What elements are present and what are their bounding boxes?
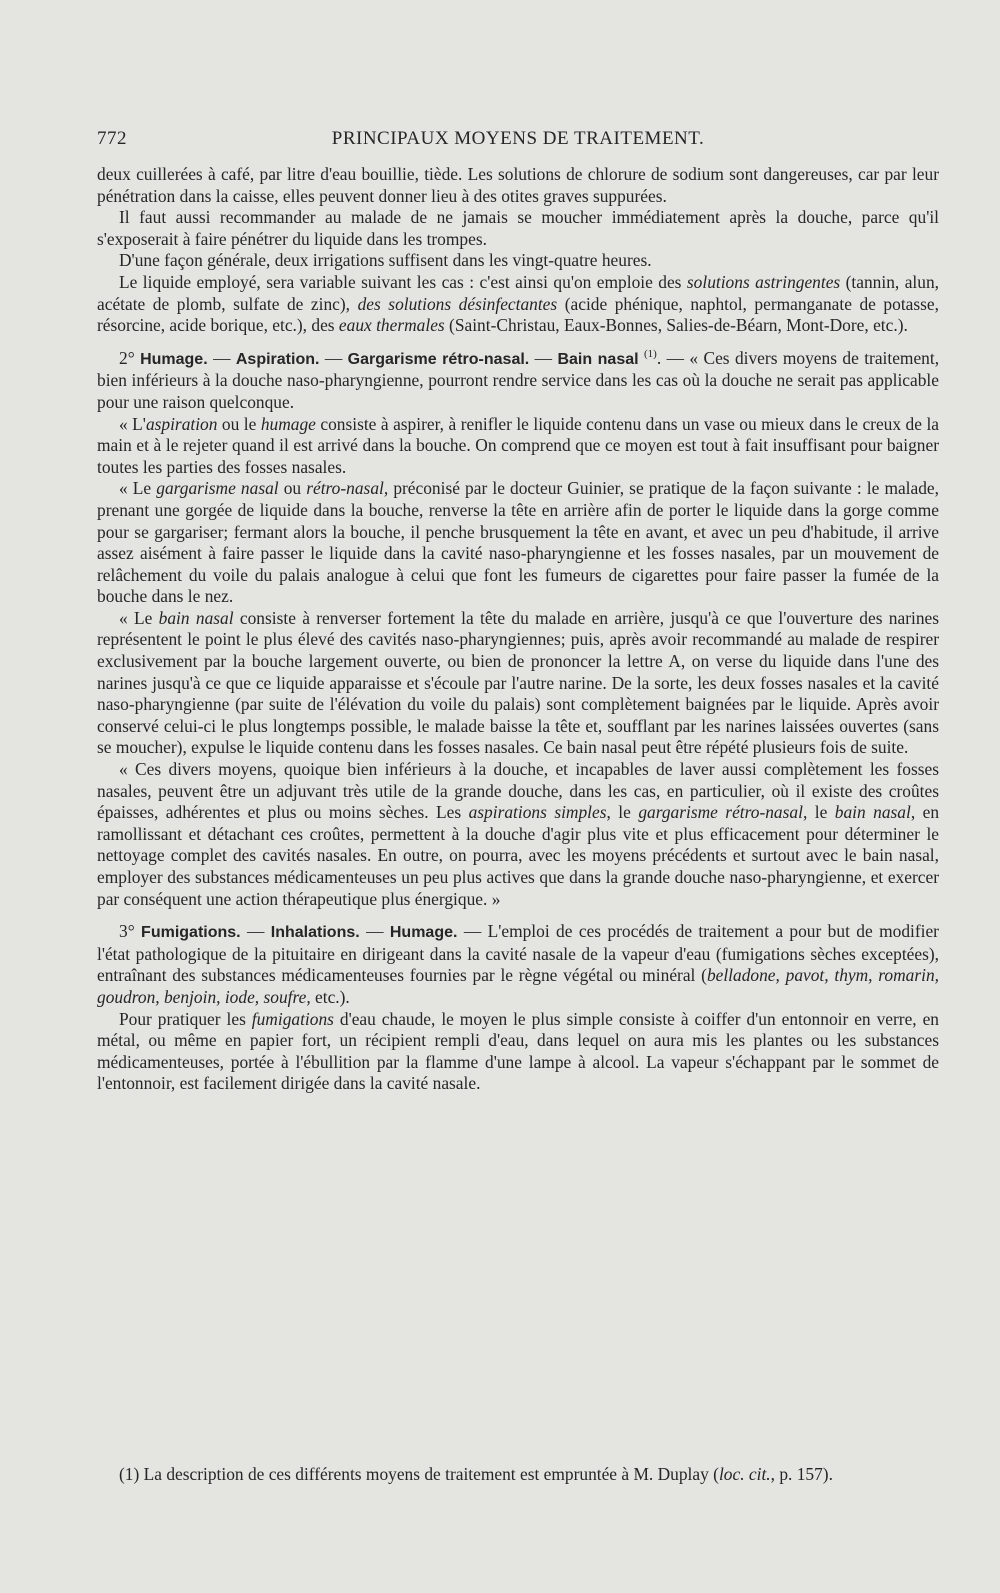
dash: — <box>529 347 558 368</box>
dash: — <box>359 921 390 942</box>
paragraph-2: Il faut aussi recommander au malade de ne jamais se moucher immédiatement après la douche, parce qu'il s'exposerait à faire pénétrer du liquide dans les trompes. <box>97 207 939 249</box>
text-run: Pour pratiquer les <box>119 1008 252 1029</box>
paragraph-8 <box>97 608 939 759</box>
italic-run: fumigations <box>251 1008 334 1029</box>
italic-run: des solutions désinfectantes <box>357 293 558 314</box>
text-run: préconisé par le docteur Guinier, se pratique de la façon suivante : le malade, prenant une gorgée de liquide dans la bouche, renverse la tête en arrière afin de porter le liquide dans la gorge comme pour se gargariser; fermant alors la bouche, il penche brusquement la tête en avant, et avec un peu d'habitude, il arrive assez aisément à faire passer le liquide dans la cavité naso-pharyngienne et les fosses nasales, par un mouvement de relâchement du voile du palais analogue à celui que font les fumeurs de cigarettes pour faire passer la fumée de la bouche dans le nez. <box>97 478 939 607</box>
footnote <box>97 1464 939 1486</box>
section-heading: Inhalations. <box>270 924 360 942</box>
text-run: , le <box>802 802 835 823</box>
section-number: 3° <box>119 921 135 942</box>
text-run: — L'emploi de ces procédés de traitement a pour but de modifier l'état pathologique de la pituitaire en dirigeant dans la cavité nasale de la vapeur d'eau (fumigations sèches exceptées), entraînant des substances médicamenteuses fournies par le règne végétal ou minéral ( <box>97 921 939 986</box>
running-header <box>97 128 939 156</box>
italic-run: aspirations simples <box>468 802 607 823</box>
paragraph-7 <box>97 478 939 608</box>
section-heading: Bain nasal <box>557 350 639 368</box>
running-title: PRINCIPAUX MOYENS DE TRAITEMENT. <box>331 128 705 149</box>
text-run: etc.). <box>310 986 350 1007</box>
text-run: d'eau chaude, le moyen le plus simple consiste à coiffer d'un entonnoir en verre, en métal, ou même en papier fort, un récipient rempli d'eau, dans lequel on aura mis les plantes ou les substances médicamenteuses, portée à l'ébullition par la flamme d'une lampe à alcool. La vapeur s'échappant par le sommet de l'entonnoir, est facilement dirigée dans la cavité nasale. <box>97 1008 939 1094</box>
dash: — <box>319 347 348 368</box>
italic-run: bain nasal <box>834 802 911 823</box>
text-run: La description de ces différents moyens de traitement est empruntée à M. Duplay ( <box>139 1464 719 1484</box>
section-heading: Fumigations. <box>141 924 241 942</box>
page-body <box>97 164 939 1095</box>
italic-run: aspiration <box>145 413 218 434</box>
text-run: consiste à renverser fortement la tête du malade en arrière, jusqu'à ce que l'ouverture des narines représentent le point le plus élevé des cavités naso-pharyngiennes; puis, après avoir recommandé au malade de respirer exclusivement par la bouche largement ouverte, ou bien de prononcer la lettre A, on verse du liquide dans l'une des narines jusqu'à ce que ce liquide apparaisse et s'écoule par l'autre narine. De la sorte, les deux fosses nasales et la cavité naso-pharyngienne (par suite de l'élévation du voile du palais) sont complètement baignées par le liquide. Après avoir conservé celui-ci le plus longtemps possible, le malade baisse la tête et, soufflant par les narines laissées ouvertes (sans se moucher), expulse le liquide contenu dans les fosses nasales. Ce bain nasal peut être répété plusieurs fois de suite. <box>97 607 940 758</box>
italic-run: solutions astringentes <box>686 271 841 292</box>
italic-run: loc. cit. <box>718 1464 771 1484</box>
text-run: , p. 157). <box>770 1464 833 1484</box>
text-run: « L' <box>119 413 146 434</box>
text-run: . — « Ces divers moyens de traitement, bien inférieurs à la douche naso-pharyngienne, pourront rendre service dans les cas où la douche ne serait pas applicable pour une raison quelconque. <box>97 347 940 412</box>
italic-run: humage <box>260 413 316 434</box>
italic-run: gargarisme nasal <box>156 478 279 499</box>
italic-run: belladone, pavot, thym, romarin, goudron, benjoin, iode, soufre, <box>97 965 939 1007</box>
text-run: Le liquide employé, sera variable suivant les cas : c'est ainsi qu'on emploie des <box>119 271 687 292</box>
page-number: 772 <box>97 128 127 149</box>
text-run: (acide phénique, naphtol, permanganate de potasse, résorcine, acide borique, etc.), des <box>97 293 939 336</box>
paragraph-4 <box>97 272 939 337</box>
text-run: consiste à aspirer, à renifler le liquide contenu dans un vase ou mieux dans le creux de la main et à le rejeter quand il est arrivé dans la bouche. On comprend que ce moyen est tout à fait insuffisant pour baigner toutes les parties des fosses nasales. <box>97 413 939 477</box>
footnote-reference[interactable]: (1) <box>643 347 657 360</box>
paragraph-11 <box>97 1009 939 1095</box>
dash: — <box>240 921 271 942</box>
section-number: 2° <box>119 347 135 368</box>
paragraph-6 <box>97 414 939 479</box>
text-run: « Le <box>119 478 157 499</box>
text-run: « Ces divers moyens, quoique bien inférieurs à la douche, et incapables de laver aussi complètement les fosses nasales, peuvent être un adjuvant très utile de la grande douche, dans les cas, en particulier, où il existe des croûtes épaisses, adhérentes et plus ou moins sèches. Les <box>97 759 939 823</box>
text-run: (Saint-Christau, Eaux-Bonnes, Salies-de-Béarn, Mont-Dore, etc.). <box>444 315 908 336</box>
text-run: (tannin, alun, acétate de plomb, sulfate de zinc), <box>97 271 939 314</box>
paragraph-9 <box>97 759 939 910</box>
italic-run: gargarisme rétro-nasal <box>638 802 803 823</box>
section-heading: Humage. <box>389 924 458 942</box>
section-3-paragraph <box>97 921 939 1008</box>
italic-run: bain nasal <box>158 607 234 628</box>
text-run: , en ramollissant et détachant ces croûtes, permettent à la douche d'agir plus vite et plus efficacement pour déterminer le nettoyage complet des cavités nasales. En outre, on pourra, avec les moyens précédents et surtout avec le bain nasal, employer des substances médicamenteuses un peu plus actives que dans la grande douche naso-pharyngienne, et exercer par conséquent une action thérapeutique plus énergique. » <box>97 802 940 909</box>
paragraph-3: D'une façon générale, deux irrigations suffisent dans les vingt-quatre heures. <box>119 250 652 271</box>
section-2-paragraph <box>97 348 939 414</box>
dash: — <box>207 347 236 368</box>
section-heading: Gargarisme rétro-nasal. <box>347 350 530 368</box>
text-run: ou <box>278 478 307 499</box>
paragraph-1: deux cuillerées à café, par litre d'eau bouillie, tiède. Les solutions de chlorure de sodium sont dangereuses, car par leur pénétration dans la caisse, elles peuvent donner lieu à des otites graves suppurées. <box>97 164 939 206</box>
section-heading: Aspiration. <box>235 350 320 368</box>
italic-run: rétro-nasal, <box>306 478 389 499</box>
text-run: , le <box>606 802 639 823</box>
text-run: ou le <box>217 413 261 434</box>
italic-run: eaux thermales <box>338 315 445 336</box>
footnote-mark: (1) <box>119 1464 140 1484</box>
section-heading: Humage. <box>140 350 208 368</box>
text-run: « Le <box>119 607 159 628</box>
